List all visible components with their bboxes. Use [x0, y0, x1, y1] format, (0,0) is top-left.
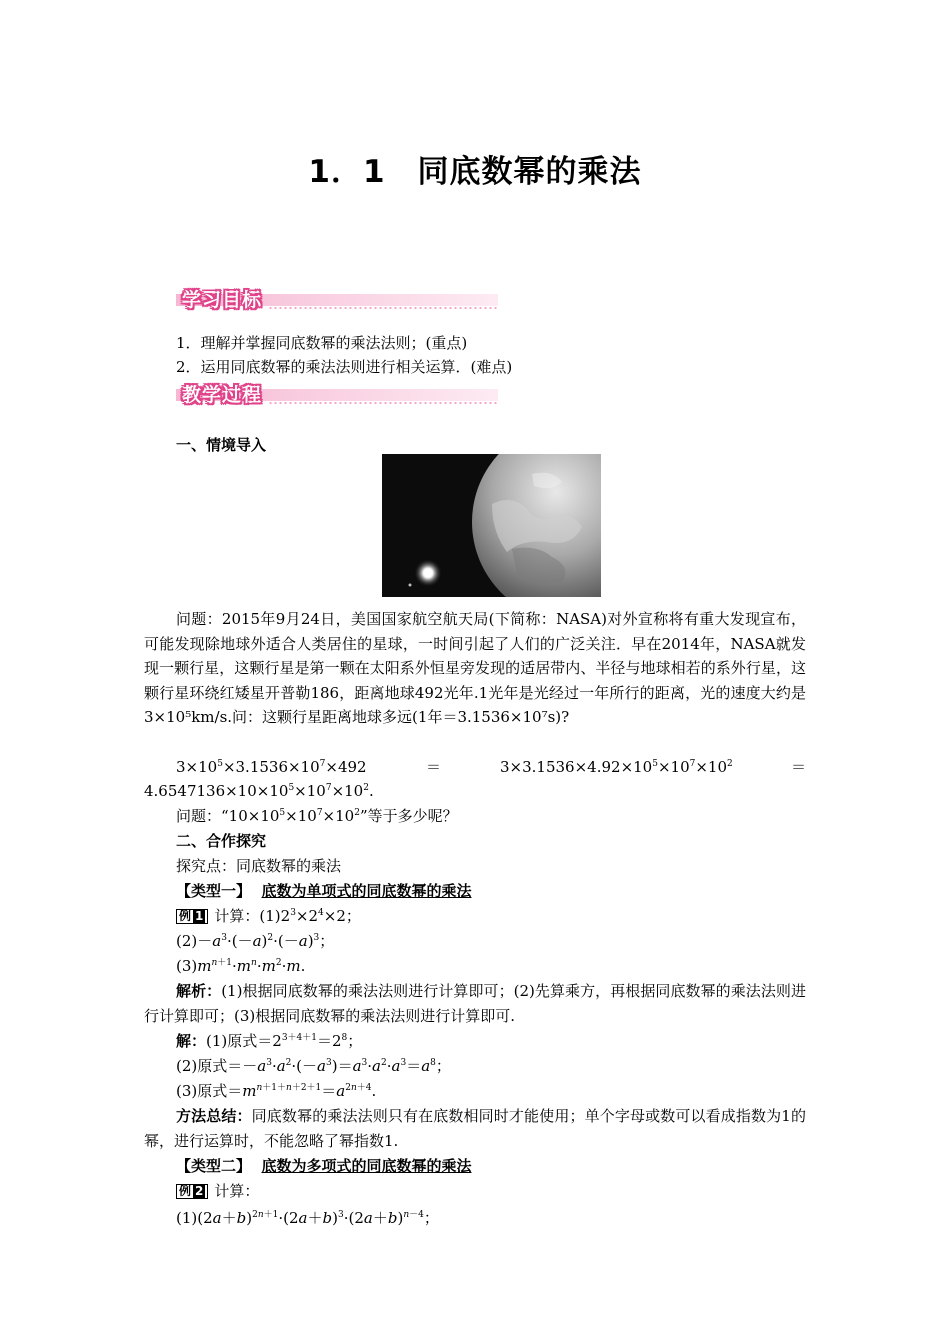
problem-2-prefix: 问题：“10×10	[176, 807, 280, 825]
summary-paragraph	[144, 1104, 806, 1153]
type-1-heading	[176, 879, 471, 903]
objective-1: 1．理解并掌握同底数幂的乘法法则；(重点)	[176, 334, 468, 352]
eq-equals-1: ＝	[426, 758, 442, 776]
eq-left: $3\times 10^5\times 3.1536\times 10^7\times 492$	[176, 758, 367, 776]
example-2-badge: 例 2	[176, 1184, 208, 1199]
problem-2: 问题：“$10\times 10^5\times 10^7\times 10^2$”等于多少呢？	[176, 807, 458, 825]
solution-label: 解：	[176, 1032, 207, 1050]
process-banner-label: 教学过程	[182, 384, 263, 406]
analysis-label: 解析：	[176, 982, 222, 1000]
example-1: 例 1 计算：$(1)2^3\times 2^4\times 2$；	[176, 904, 361, 928]
type-2-heading	[176, 1154, 471, 1178]
example-2-calc: 计算：	[214, 1182, 260, 1200]
section-2-heading: 二、合作探究	[176, 832, 267, 850]
equation-result: $4.6547136\times 10\times 10^5\times 10^7\times 10^2$.	[144, 782, 374, 800]
objectives-banner-label: 学习目标	[182, 289, 263, 311]
summary-label: 方法总结：	[176, 1107, 252, 1125]
page-title: 1．1 同底数幂的乘法	[308, 154, 642, 190]
example-2-part-1: $(1)(2a+b)^{2n+1}\cdot(2a+b)^3\cdot(2a+b)^{n-4}$；	[176, 1209, 439, 1227]
example-2	[176, 1179, 259, 1203]
explore-point: 探究点：同底数幂的乘法	[176, 857, 342, 875]
example-1-calc: 计算：	[214, 907, 260, 925]
type-1-title: 底数为单项式的同底数幂的乘法	[261, 882, 472, 900]
eq-middle: $3\times 3.1536\times 4.92\times 10^5\times 10^7\times 10^2$	[500, 758, 733, 776]
summary-text: 同底数幂的乘法法则只有在底数相同时才能使用；单个字母或数可以看成指数为1的幂，进行运算时，不能忽略了幂指数1.	[144, 1107, 806, 1150]
type-2-tag: 【类型二】	[176, 1157, 252, 1175]
analysis-paragraph	[144, 979, 806, 1028]
planet-image	[382, 454, 601, 597]
example-1-badge: 例 1	[176, 909, 208, 924]
eq-equals-2: ＝	[790, 758, 806, 776]
section-1-heading: 一、情境导入	[176, 436, 267, 454]
type-2-title: 底数为多项式的同底数幂的乘法	[261, 1157, 472, 1175]
problem-1-paragraph	[144, 607, 806, 730]
problem-2-suffix: ”等于多少呢？	[359, 807, 458, 825]
solution-3: (3)原式$=m^{n+1+n+2+1}=a^{2n+4}$.	[176, 1082, 377, 1100]
objectives-banner	[176, 286, 498, 312]
solution-2: (2)原式$=-a^3\cdot a^2\cdot(-a^3)=a^3\cdot a^2\cdot a^3=a^8$；	[176, 1057, 451, 1075]
eq-end: .	[368, 782, 374, 800]
analysis-text: (1)根据同底数幂的乘法法则进行计算即可；(2)先算乘方，再根据同底数幂的乘法法则进行计算即可；(3)根据同底数幂的乘法法则进行计算即可.	[144, 982, 806, 1025]
example-1-part-3: $(3)m^{n+1}\cdot m^n\cdot m^2\cdot m$.	[176, 957, 306, 975]
type-1-tag: 【类型一】	[176, 882, 252, 900]
planet-illustration	[382, 454, 601, 597]
process-banner	[176, 381, 498, 407]
solution-1: 解：(1)原式$=2^{3+4+1}=2^8$；	[176, 1032, 363, 1050]
problem-1-text: 问题：2015年9月24日，美国国家航空航天局(下简称：NASA)对外宣称将有重大发现宣布，可能发现除地球外适合人类居住的星球，一时间引起了人们的广泛关注．早在2014年，NASA就发现一颗行星，这颗行星是第一颗在太阳系外恒星旁发现的适居带内、半径与地球相若的系外行星，这颗行星环绕红矮星开普勒186，距离地球492光年.1光年是光经过一年所行的距离，光的速度大约是3×10⁵km/s.问：这颗行星距离地球多远(1年＝3.1536×10⁷s)?	[144, 610, 806, 726]
example-1-part-2: $(2)-a^3\cdot(-a)^2\cdot(-a)^3$；	[176, 932, 335, 950]
objective-2: 2．运用同底数幂的乘法法则进行相关运算．(难点)	[176, 358, 513, 376]
equation-line	[144, 755, 806, 779]
